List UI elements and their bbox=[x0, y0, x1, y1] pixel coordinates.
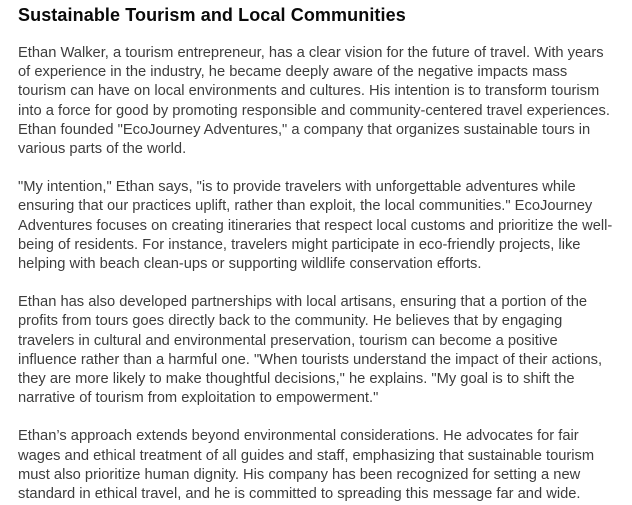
paragraph-intention-quote: "My intention," Ethan says, "is to provide travelers with unforgettable adventures while ensuring that our practices uplift, rather than exploit, the local communities." EcoJourney Adventures focuses on creating itineraries that respect local customs and prioritize the well-being of residents. For instance, travelers might participate in eco-friendly projects, like helping with beach clean-ups or supporting wildlife conservation efforts. bbox=[18, 179, 613, 273]
page-title: Sustainable Tourism and Local Communities bbox=[18, 5, 406, 25]
paragraph-intro: Ethan Walker, a tourism entrepreneur, has a clear vision for the future of travel. With years of experience in the industry, he became deeply aware of the negative impacts mass tourism can have on local environments and cultures. His intention is to transform tourism into a force for good by promoting responsible and community-centered travel experiences. Ethan founded "EcoJourney Adventures," a company that organizes sustainable tours in various parts of the world. bbox=[18, 45, 610, 158]
paragraph-partnerships: Ethan has also developed partnerships with local artisans, ensuring that a portion of the profits from tours goes directly back to the community. He believes that by engaging travelers in cultural and environmental preservation, tourism can become a positive influence rather than a harmful one. "When tourists understand the impact of their actions, they are more likely to make thoughtful decisions," he explains. "My goal is to shift the narrative of tourism from exploitation to empowerment." bbox=[18, 294, 603, 407]
paragraph-ethics: Ethan’s approach extends beyond environmental considerations. He advocates for fair wages and ethical treatment of all guides and staff, emphasizing that sustainable tourism must also prioritize human dignity. His company has been recognized for setting a new standard in ethical travel, and he is committed to spreading this message far and wide. bbox=[18, 428, 595, 503]
